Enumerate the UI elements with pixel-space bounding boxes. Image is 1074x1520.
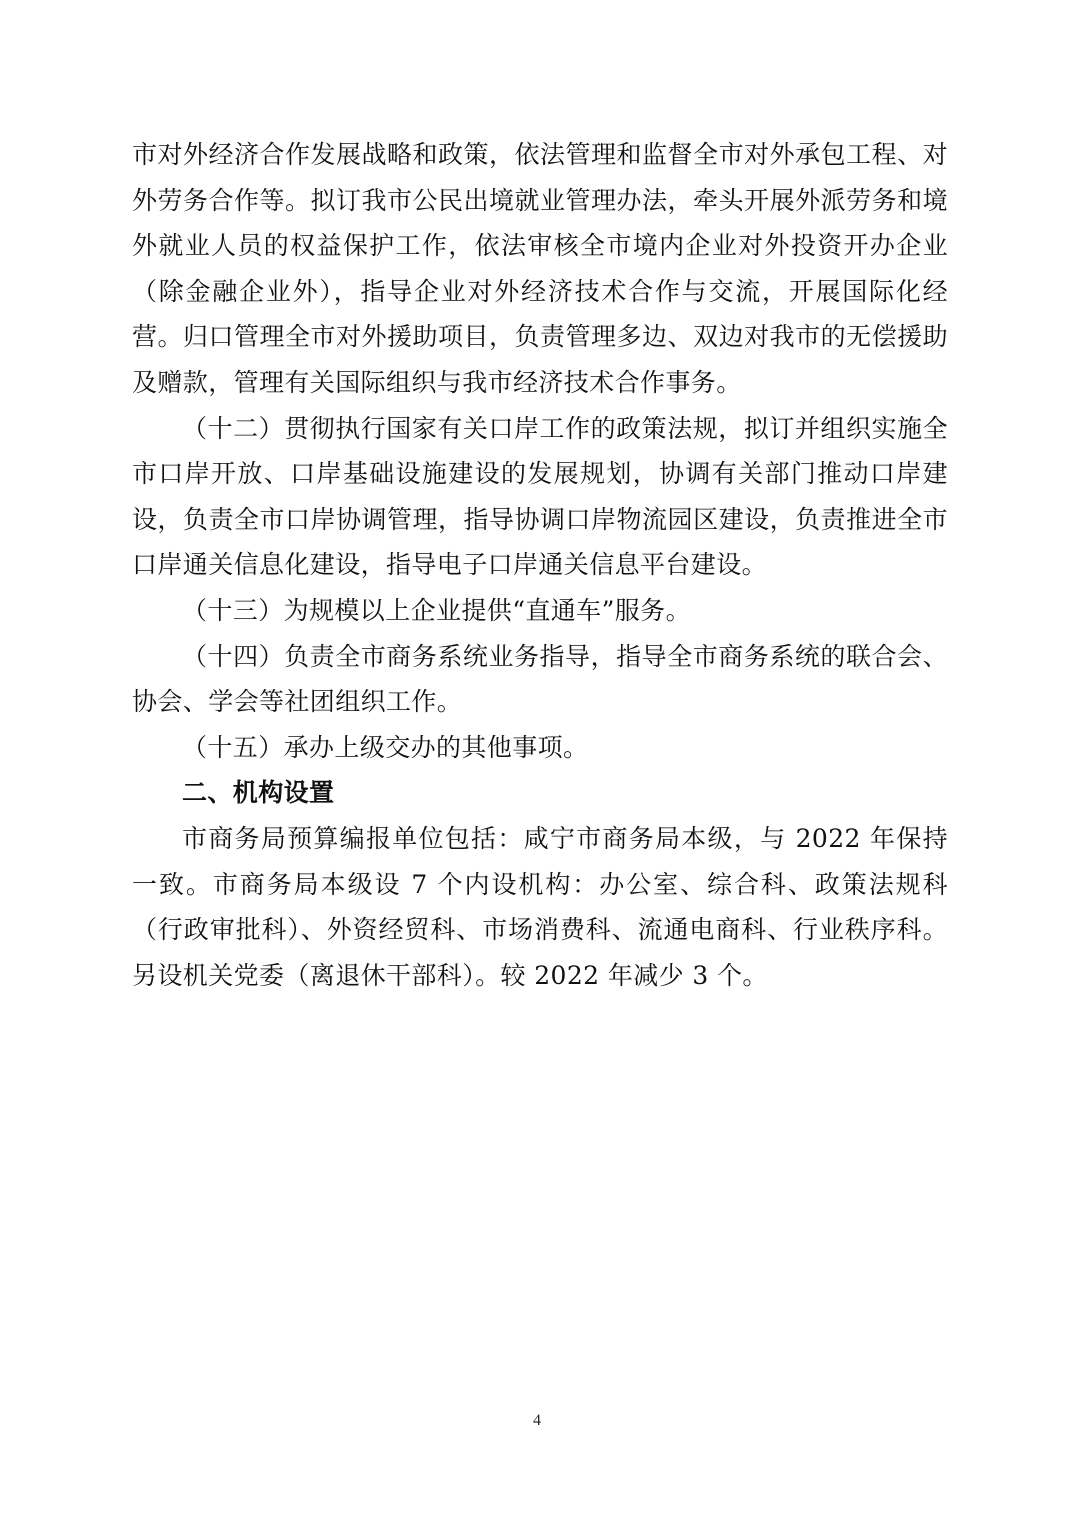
paragraph-foreign-economic-cooperation: 市对外经济合作发展战略和政策，依法管理和监督全市对外承包工程、对外劳务合作等。拟订我市公民出境就业管理办法，牵头开展外派劳务和境外就业人员的权益保护工作，依法审核全市境内企业对外投资开办企业（除金融企业外），指导企业对外经济技术合作与交流，开展国际化经营。归口管理全市对外援助项目，负责管理多边、双边对我市的无偿援助及赠款，管理有关国际组织与我市经济技术合作事务。 (132, 140, 948, 397)
section-heading-organization: 二、机构设置 (182, 778, 335, 808)
document-page (132, 132, 948, 998)
paragraph-item-15-other-matters: （十五）承办上级交办的其他事项。 (182, 732, 589, 762)
paragraph-item-13-direct-service: （十三）为规模以上企业提供“直通车”服务。 (182, 595, 691, 625)
paragraph-item-14-business-guidance: （十四）负责全市商务系统业务指导，指导全市商务系统的联合会、协会、学会等社团组织工作。 (132, 641, 948, 717)
paragraph-organization-setup: 市商务局预算编报单位包括：咸宁市商务局本级，与 2022 年保持一致。市商务局本级设 7 个内设机构：办公室、综合科、政策法规科（行政审批科）、外资经贸科、市场消费科、流通电商科、行业秩序科。另设机关党委（离退休干部科）。较 2022 年减少 3 个。 (132, 823, 948, 990)
page-number: 4 (533, 1412, 541, 1429)
paragraph-item-12-port-work: （十二）贯彻执行国家有关口岸工作的政策法规，拟订并组织实施全市口岸开放、口岸基础设施建设的发展规划，协调有关部门推动口岸建设，负责全市口岸协调管理，指导协调口岸物流园区建设，负责推进全市口岸通关信息化建设，指导电子口岸通关信息平台建设。 (132, 413, 948, 580)
